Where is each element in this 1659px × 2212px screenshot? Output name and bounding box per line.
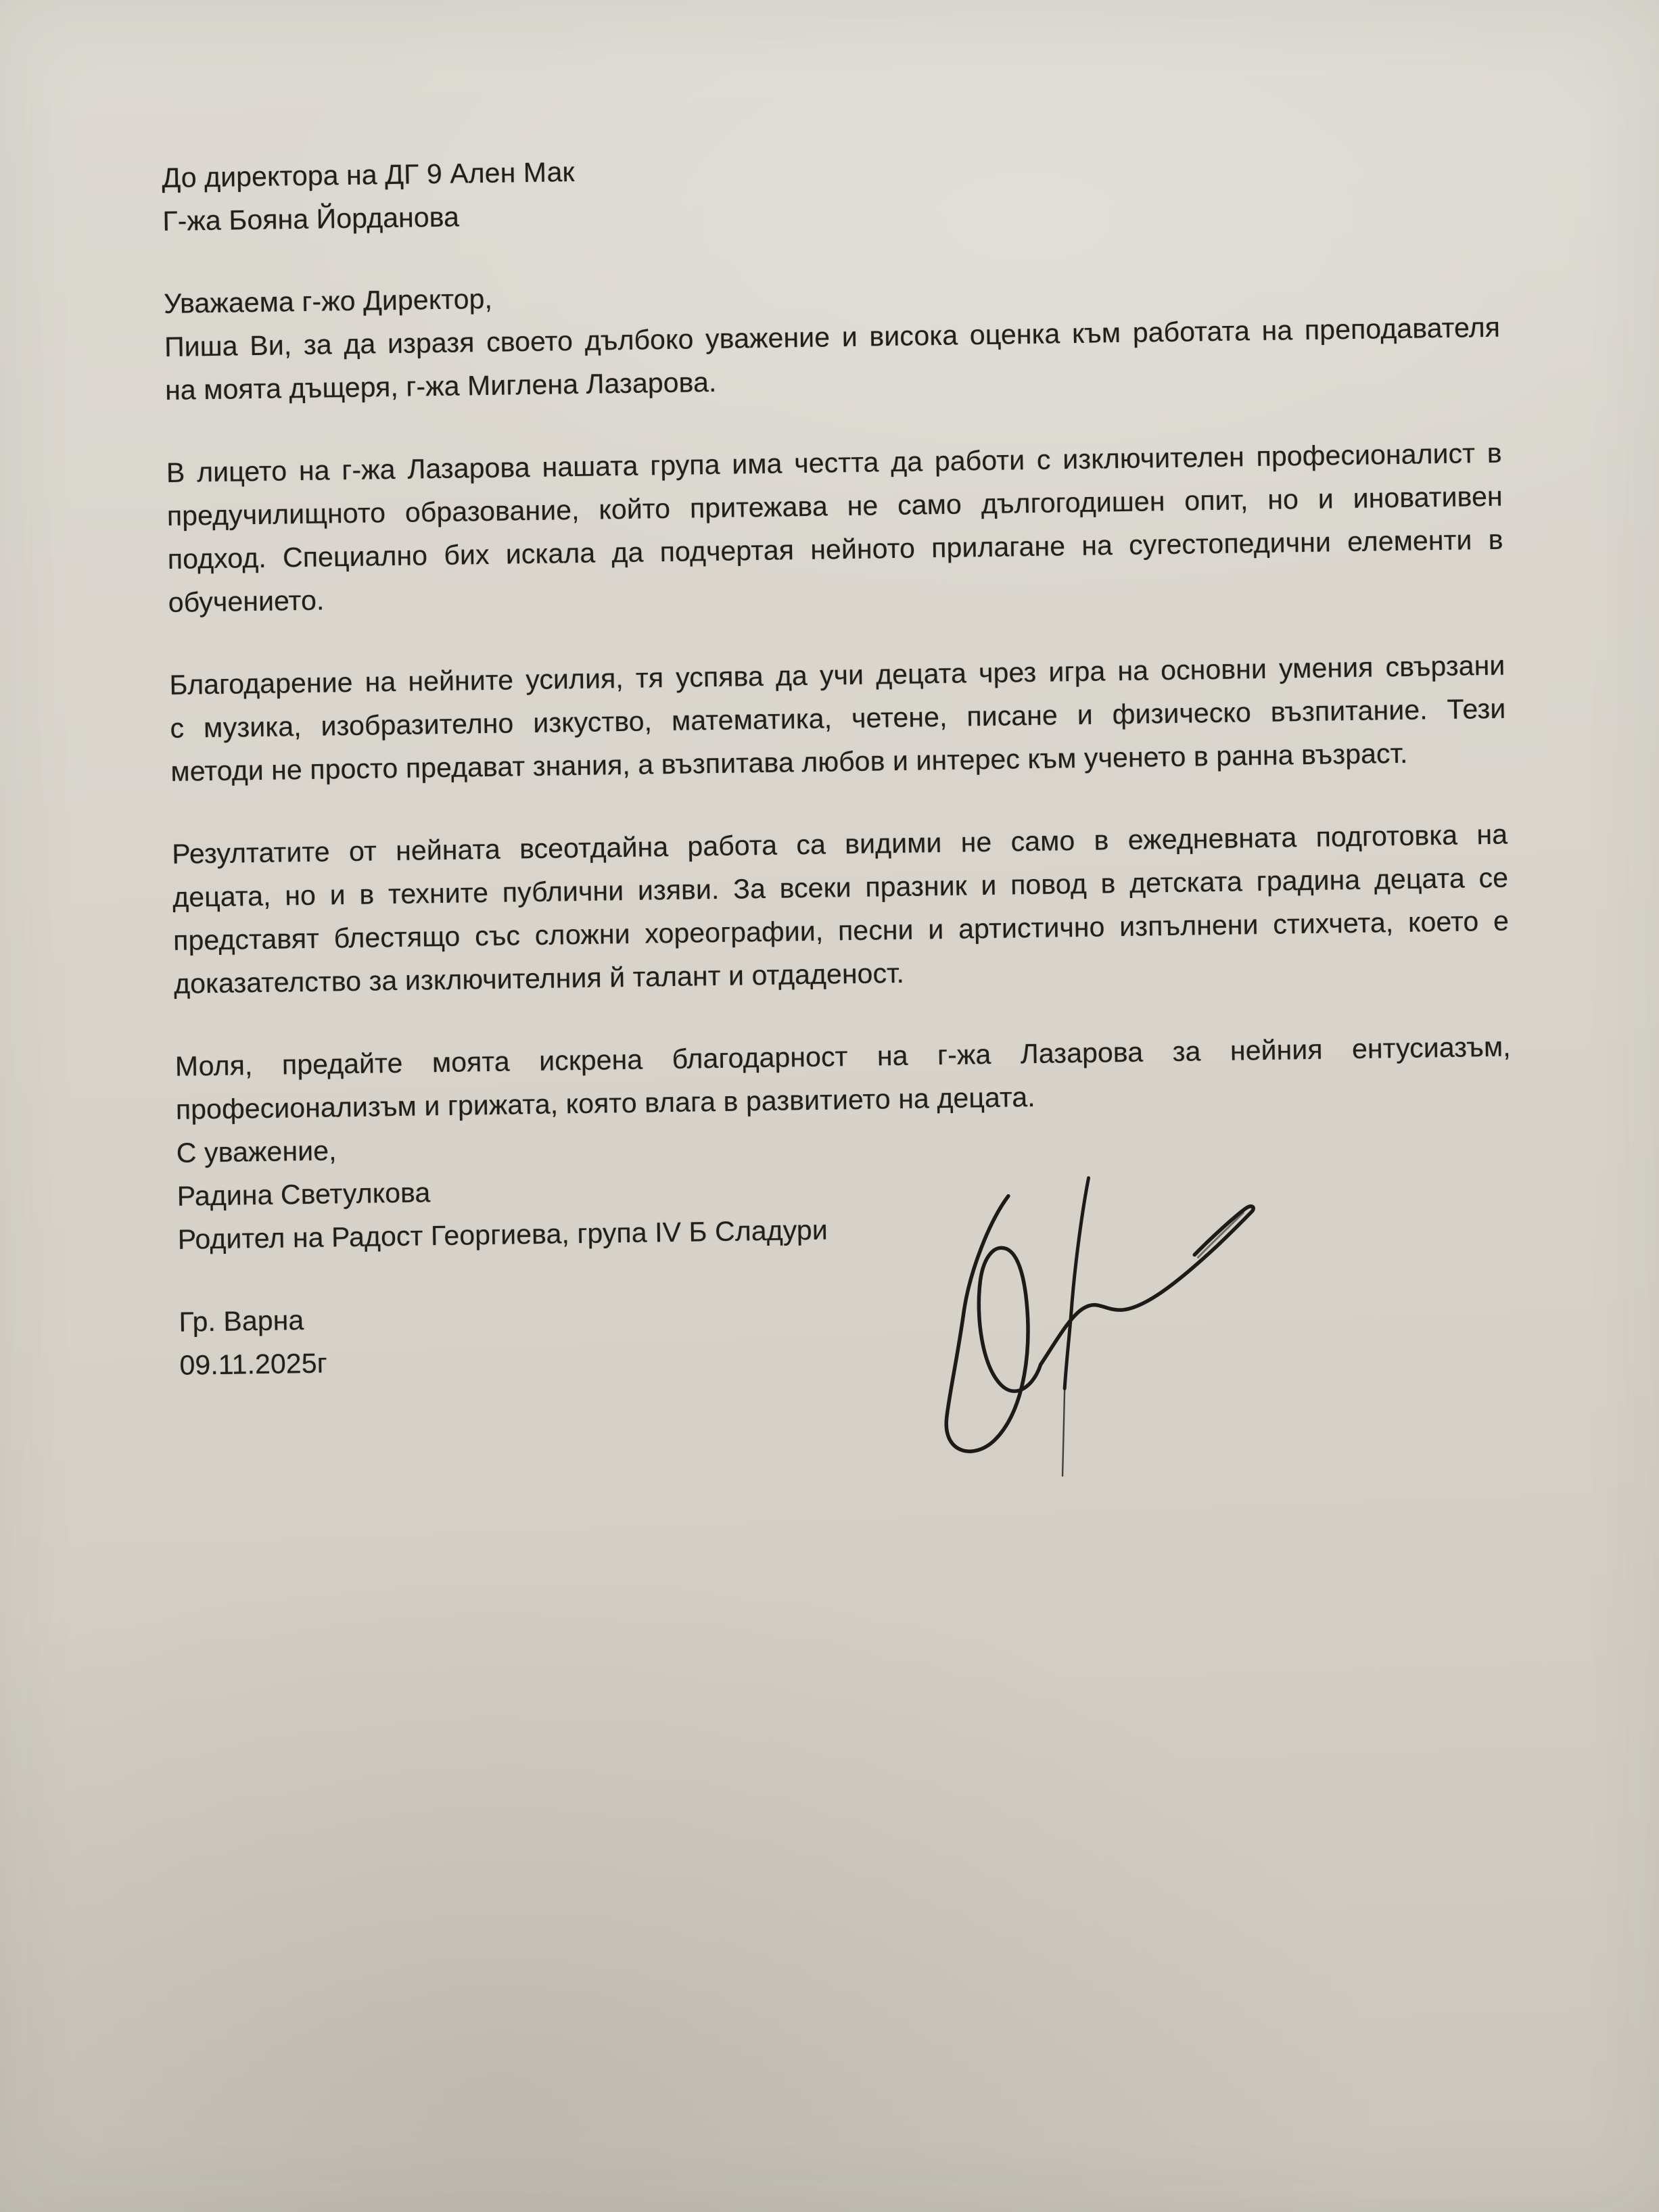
closing-line: С уважение, [176,1135,337,1169]
paragraph [169,644,1507,793]
place-line: Гр. Варна [179,1304,304,1338]
paragraph-line: предучилищното образование, който притежава не само дългогодишен опит, но и иновативен [166,480,1503,532]
recipient-line: До директора на ДГ 9 Ален Мак [162,156,575,194]
paragraph [172,813,1510,1006]
paragraph-line: Резултатите от нейната всеотдайна работа са видими не само в ежедневната подготовка на [171,818,1508,870]
paragraph-line: Благодарение на нейните усилия, тя успява да учи децата чрез игра на основни умения свързани [169,649,1505,701]
paragraph-line: Моля, предайте моята искрена благодарност на г-жа Лазарова за нейния ентусиазъм, [174,1031,1512,1082]
paragraph-line: с музика, изобразително изкуство, математика, четене, писане и физическо възпитание. Тези [170,692,1506,744]
closing-line: Родител на Радост Георгиева, група IV Б Сладури [177,1214,828,1255]
recipient-block [162,137,1499,243]
paragraph-line: подход. Специално бих искала да подчертая нейното прилагане на сугестопедични елементи в [167,523,1503,575]
paragraph [166,431,1504,624]
recipient-line: Г-жа Бояна Йорданова [162,201,460,237]
closing-line: Радина Светулкова [177,1177,431,1212]
place-date-block [179,1281,1516,1387]
letter-content [162,137,1516,1387]
handwritten-signature-icon [856,1137,1281,1495]
paragraph-line: В лицето на г-жа Лазарова нашата група има честта да работи с изключителен професионалист в [166,437,1503,488]
paragraph-line: обучението. [168,584,325,618]
paragraph-line: представят блестящо със сложни хореографии, песни и артистично изпълнени стихчета, което е [172,905,1510,956]
paragraph-line: доказателство за изключителния й талант и отдаденост. [173,957,905,999]
closing-block [176,1112,1514,1261]
letter-body [164,306,1512,1131]
paragraph-line: методи не просто предават знания, а възпитава любов и интерес към ученето в ранна възраст. [170,737,1408,787]
date-line: 09.11.2025г [179,1347,328,1381]
salutation: Уважаема г-жо Директор, [163,283,493,319]
paragraph-line: Пиша Ви, за да изразя своето дълбоко уважение и висока оценка към работата на преподавателя [164,311,1501,362]
paragraph-line: професионализъм и грижата, която влага в развитието на децата. [175,1081,1036,1125]
paragraph-line: на моята дъщеря, г-жа Миглена Лазарова. [164,366,717,406]
paragraph-line: децата, но и в техните публични изяви. За всеки празник и повод в детската градина децата се [172,862,1509,913]
